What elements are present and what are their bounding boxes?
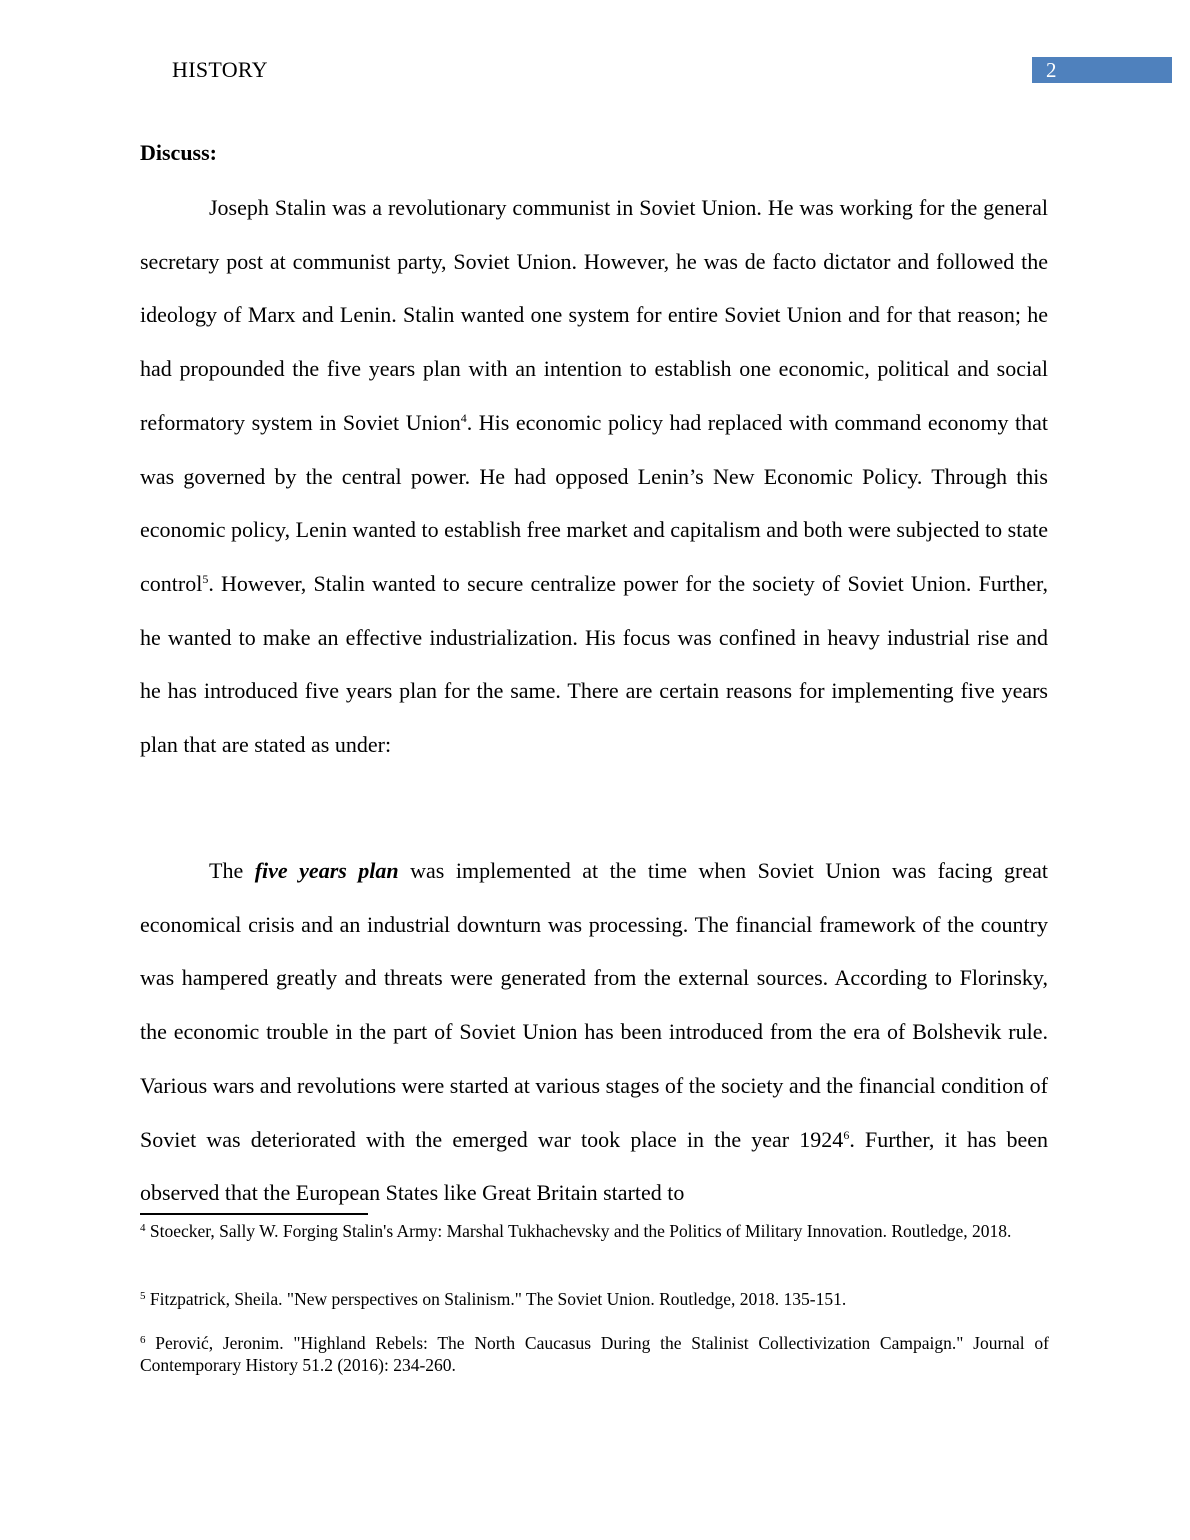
running-head: HISTORY: [172, 57, 268, 82]
paragraph-text: . Further, it has been observed that the European States like Great Britain started to: [140, 1126, 1048, 1206]
body-paragraph-1: [140, 181, 1048, 772]
footnote-text: Stoecker, Sally W. Forging Stalin's Army: Marshal Tukhachevsky and the Politics of Military Innovation. Routledge, 2018.: [145, 1221, 1012, 1241]
footnote-ref-6[interactable]: 6: [843, 1127, 850, 1142]
footnote-ref-4[interactable]: 4: [460, 410, 467, 425]
footnote-ref-5[interactable]: 5: [202, 571, 209, 586]
emphasis-text: five years plan: [254, 858, 399, 883]
footnote-number: 5: [140, 1290, 146, 1302]
page-number: 2: [1046, 58, 1057, 82]
footnote-5: [140, 1288, 1049, 1310]
footnote-number: 4: [140, 1222, 146, 1234]
footnote-text: Perović, Jeronim. "Highland Rebels: The North Caucasus During the Stalinist Collectivization Campaign." Journal of Contemporary History 51.2 (2016): 234-260.: [140, 1333, 1049, 1375]
paragraph-text: was implemented at the time when Soviet Union was facing great economical crisis and an industrial downturn was processing. The financial framework of the country was hampered greatly and threats were generated from the external sources. According to Florinsky, the economic trouble in the part of Soviet Union has been introduced from the era of Bolshevik rule. Various wars and revolutions were started at various stages of the society and the financial condition of Soviet was deteriorated with the emerged war took place in the year 1924: [140, 858, 1048, 1152]
footnote-number: 6: [140, 1334, 146, 1346]
section-heading: Discuss:: [140, 140, 218, 165]
footnote-6: [140, 1332, 1049, 1376]
paragraph-text: . However, Stalin wanted to secure centralize power for the society of Soviet Union. Further, he wanted to make an effective industrialization. His focus was confined in heavy industrial rise and he has introduced five years plan for the same. There are certain reasons for implementing five years plan that are stated as under:: [140, 570, 1048, 758]
paragraph-text: Joseph Stalin was a revolutionary communist in Soviet Union. He was working for the general secretary post at communist party, Soviet Union. However, he was de facto dictator and followed the ideology of Marx and Lenin. Stalin wanted one system for entire Soviet Union and for that reason; he had propounded the five years plan with an intention to establish one economic, political and social reformatory system in Soviet Union: [140, 195, 1048, 435]
paragraph-text: The: [209, 858, 255, 883]
footnote-separator: [140, 1213, 368, 1215]
paragraph-text: . His economic policy had replaced with command economy that was governed by the central power. He had opposed Lenin’s New Economic Policy. Through this economic policy, Lenin wanted to establish free market and capitalism and both were subjected to state control: [140, 409, 1049, 596]
page-number-box: [1032, 57, 1172, 83]
body-paragraph-2: [140, 844, 1048, 1220]
footnote-4: [140, 1220, 1049, 1242]
footnote-text: Fitzpatrick, Sheila. "New perspectives on Stalinism." The Soviet Union. Routledge, 2018. 135-151.: [145, 1289, 847, 1309]
